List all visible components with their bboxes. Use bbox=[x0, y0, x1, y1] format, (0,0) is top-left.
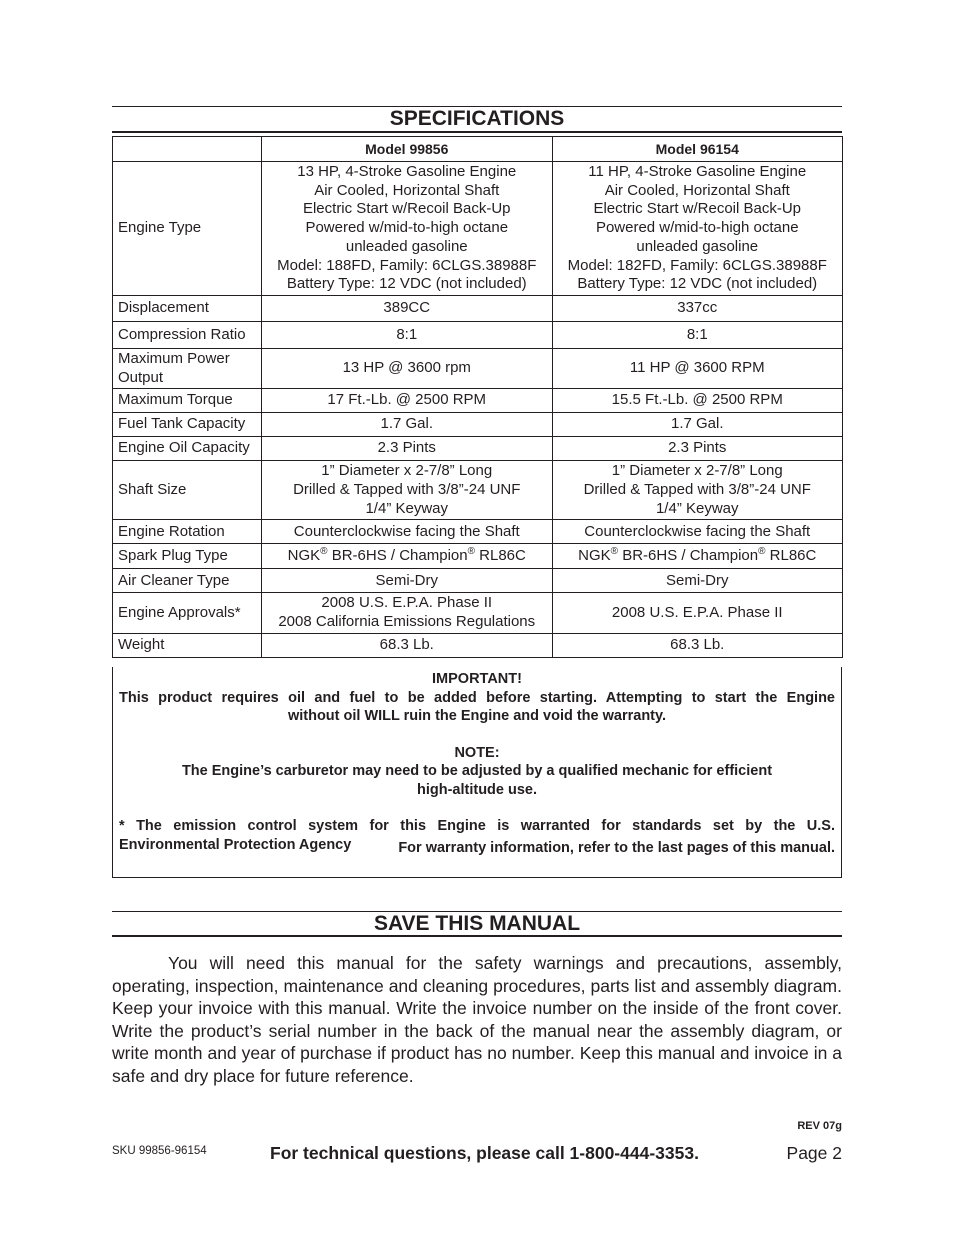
important-title: IMPORTANT! bbox=[432, 671, 522, 687]
spark-brand: NGK bbox=[287, 547, 321, 565]
cell-line: 11 HP, 4-Stroke Gasoline Engine bbox=[588, 163, 807, 180]
cell-99856: 17 Ft.-Lb. @ 2500 RPM bbox=[262, 389, 553, 413]
save-manual-heading: SAVE THIS MANUAL bbox=[373, 912, 581, 935]
cell-line: Drilled & Tapped with 3/8”-24 UNF bbox=[293, 481, 521, 499]
row-label: Spark Plug Type bbox=[113, 544, 262, 569]
cell-99856: 2.3 Pints bbox=[262, 437, 553, 461]
cell-96154: 2008 U.S. E.P.A. Phase II bbox=[552, 593, 843, 633]
cell-line: Battery Type: 12 VDC (not included) bbox=[286, 275, 527, 293]
cell-96154: 337cc bbox=[552, 295, 843, 321]
emission-agency: Environmental Protection Agency bbox=[119, 836, 352, 853]
engine-type-99856 bbox=[262, 162, 553, 296]
label-line: Maximum Power bbox=[118, 349, 230, 367]
row-label: Fuel Tank Capacity bbox=[113, 413, 262, 437]
header-model-96154: Model 96154 bbox=[552, 137, 843, 162]
cell-96154: 15.5 Ft.-Lb. @ 2500 RPM bbox=[552, 389, 843, 413]
cell-96154 bbox=[552, 461, 843, 520]
cell-line: 1” Diameter x 2-7/8” Long bbox=[611, 462, 783, 480]
tech-support-line: For technical questions, please call 1-800-444-3353. bbox=[270, 1143, 699, 1163]
cell-99856: 389CC bbox=[262, 295, 553, 321]
warranty-info: For warranty information, refer to the last pages of this manual. bbox=[398, 839, 835, 856]
row-label: Engine Type bbox=[113, 162, 262, 296]
row-label: Engine Rotation bbox=[113, 520, 262, 544]
cell-96154: 68.3 Lb. bbox=[552, 633, 843, 657]
cell-line: Drilled & Tapped with 3/8”-24 UNF bbox=[583, 481, 811, 499]
cell-line: Battery Type: 12 VDC (not included) bbox=[577, 275, 818, 293]
spark-tail: RL86C bbox=[474, 547, 526, 565]
table-row bbox=[113, 544, 843, 569]
spark-brand: NGK bbox=[578, 547, 611, 565]
cell-line: 2008 U.S. E.P.A. Phase II bbox=[321, 594, 493, 612]
cell-line: Powered w/mid-to-high octane bbox=[305, 219, 509, 237]
note-title: NOTE: bbox=[454, 744, 500, 761]
cell-line: Powered w/mid-to-high octane bbox=[595, 219, 799, 237]
table-row bbox=[113, 389, 843, 413]
registered-mark: ® bbox=[610, 546, 619, 558]
save-bottom-rule bbox=[112, 935, 842, 937]
table-row bbox=[113, 413, 843, 437]
save-manual-body bbox=[112, 952, 842, 1087]
cell-99856 bbox=[262, 593, 553, 633]
cell-line: 13 HP, 4-Stroke Gasoline Engine bbox=[297, 163, 517, 180]
table-row bbox=[113, 569, 843, 593]
cell-99856: 13 HP @ 3600 rpm bbox=[262, 348, 553, 388]
table-row bbox=[113, 437, 843, 461]
note-line: The Engine’s carburetor may need to be adjusted by a qualified mechanic for efficient bbox=[181, 763, 773, 779]
cell-line: Electric Start w/Recoil Back-Up bbox=[302, 200, 511, 218]
cell-line: 2008 California Emissions Regulations bbox=[278, 613, 536, 631]
cell-96154: 2.3 Pints bbox=[552, 437, 843, 461]
row-label: Compression Ratio bbox=[113, 321, 262, 348]
spark-tail: RL86C bbox=[765, 547, 817, 565]
row-label: Maximum Torque bbox=[113, 389, 262, 413]
table-row bbox=[113, 162, 843, 296]
sku-label: SKU 99856-96154 bbox=[112, 1145, 207, 1157]
important-notes-box bbox=[112, 667, 842, 878]
cell-line: Electric Start w/Recoil Back-Up bbox=[593, 200, 802, 218]
row-label bbox=[113, 348, 262, 388]
cell-99856: 1.7 Gal. bbox=[262, 413, 553, 437]
emission-line: * The emission control system for this Engine is warranted for standards set by the U.S. bbox=[119, 818, 835, 834]
table-row bbox=[113, 321, 843, 348]
registered-mark: ® bbox=[758, 546, 766, 558]
specifications-table bbox=[112, 136, 843, 658]
table-row bbox=[113, 461, 843, 520]
cell-96154: 11 HP @ 3600 RPM bbox=[552, 348, 843, 388]
cell-line: 1” Diameter x 2-7/8” Long bbox=[321, 462, 493, 480]
row-label: Displacement bbox=[113, 295, 262, 321]
cell-line: Air Cooled, Horizontal Shaft bbox=[314, 181, 500, 199]
label-line: Output bbox=[118, 368, 164, 386]
row-label: Shaft Size bbox=[113, 461, 262, 520]
cell-line: Model: 188FD, Family: 6CLGS.38988F bbox=[277, 256, 537, 274]
specifications-heading: SPECIFICATIONS bbox=[389, 107, 565, 130]
cell-99856: 68.3 Lb. bbox=[262, 633, 553, 657]
table-row bbox=[113, 348, 843, 388]
registered-mark: ® bbox=[320, 546, 328, 558]
cell-line: 1/4” Keyway bbox=[655, 499, 739, 517]
table-row bbox=[113, 520, 843, 544]
important-line: This product requires oil and fuel to be added before starting. Attempting to start the Engine bbox=[119, 689, 835, 706]
cell-96154: Counterclockwise facing the Shaft bbox=[552, 520, 843, 544]
spark-mid: BR-6HS / Champion bbox=[327, 547, 468, 565]
row-label: Weight bbox=[113, 633, 262, 657]
cell-line: unleaded gasoline bbox=[636, 237, 759, 255]
page-number: Page 2 bbox=[786, 1143, 842, 1163]
cell-96154: 8:1 bbox=[552, 321, 843, 348]
row-label: Air Cleaner Type bbox=[113, 569, 262, 593]
specs-bottom-rule bbox=[112, 131, 842, 133]
save-manual-text: You will need this manual for the safety warnings and precautions, assembly, operating, inspection, maintenance and cleaning procedures, parts list and assembly diagram. Keep your invoice with this manual. Write the invoice number on the inside of the front cover. Write the product’s serial number in the back of the manual near the assembly diagram, or write month and year of purchase if product has no number. Keep this manual and invoice in a safe and dry place for future reference. bbox=[112, 953, 842, 1086]
revision-label: REV 07g bbox=[797, 1120, 842, 1132]
table-header-row bbox=[113, 137, 843, 162]
row-label: Engine Oil Capacity bbox=[113, 437, 262, 461]
important-line: without oil WILL ruin the Engine and void the warranty. bbox=[287, 708, 667, 724]
cell-99856 bbox=[262, 544, 553, 569]
cell-99856: Counterclockwise facing the Shaft bbox=[262, 520, 553, 544]
table-row bbox=[113, 593, 843, 633]
engine-type-96154 bbox=[552, 162, 843, 296]
table-row bbox=[113, 633, 843, 657]
header-blank bbox=[113, 137, 262, 162]
cell-99856 bbox=[262, 461, 553, 520]
cell-line: Air Cooled, Horizontal Shaft bbox=[604, 181, 790, 199]
cell-96154 bbox=[552, 544, 843, 569]
note-line: high-altitude use. bbox=[416, 781, 538, 798]
cell-96154: Semi-Dry bbox=[552, 569, 843, 593]
cell-line: unleaded gasoline bbox=[345, 237, 468, 255]
cell-99856: Semi-Dry bbox=[262, 569, 553, 593]
cell-96154: 1.7 Gal. bbox=[552, 413, 843, 437]
cell-99856: 8:1 bbox=[262, 321, 553, 348]
table-row bbox=[113, 295, 843, 321]
cell-line: 1/4” Keyway bbox=[365, 499, 449, 517]
header-model-99856: Model 99856 bbox=[262, 137, 553, 162]
registered-mark: ® bbox=[467, 546, 475, 558]
cell-line: Model: 182FD, Family: 6CLGS.38988F bbox=[567, 256, 827, 274]
spark-mid: BR-6HS / Champion bbox=[618, 547, 759, 565]
row-label: Engine Approvals* bbox=[113, 593, 262, 633]
emission-line-2 bbox=[113, 836, 841, 855]
